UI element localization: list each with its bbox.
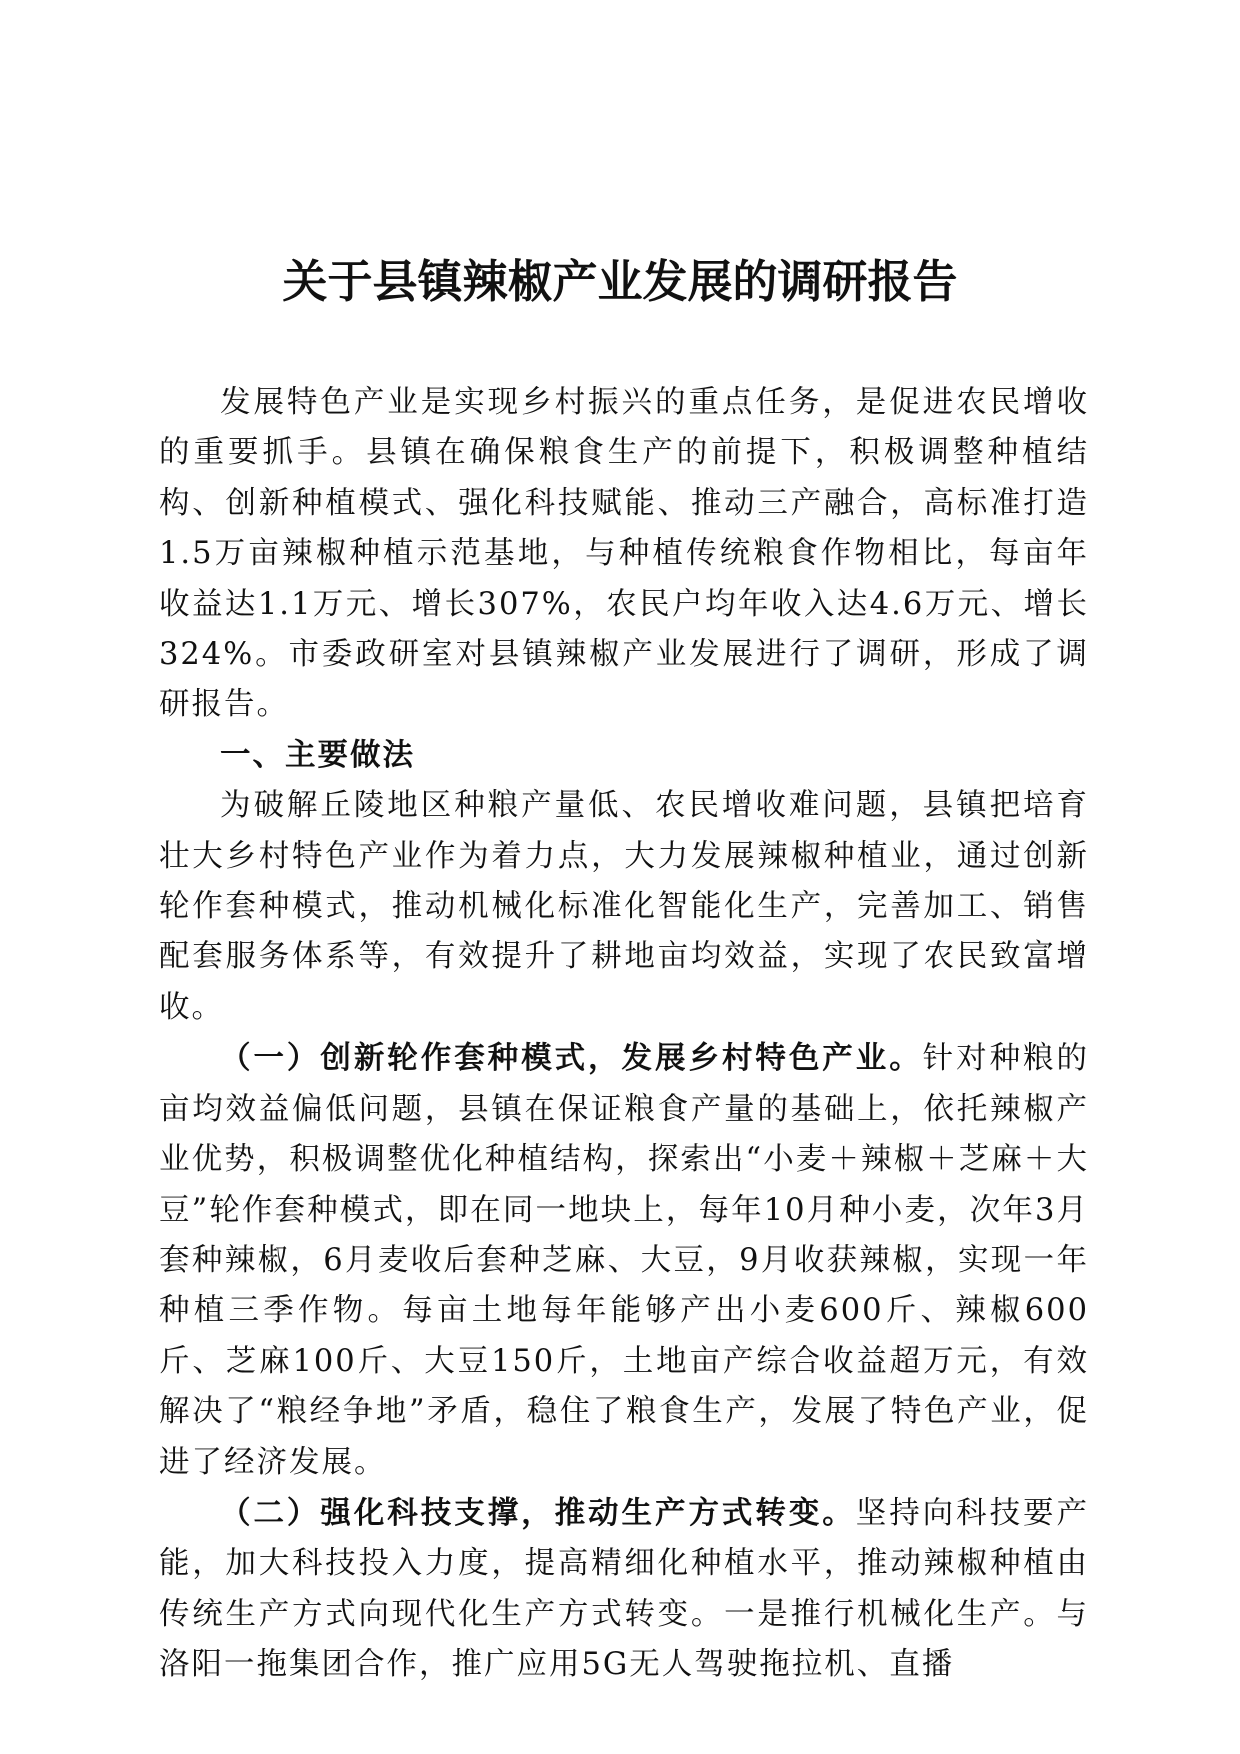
section1-intro-paragraph: 为破解丘陵地区种粮产量低、农民增收难问题，县镇把培育壮大乡村特色产业作为着力点，大力发展辣椒种植业，通过创新轮作套种模式，推动机械化标准化智能化生产，完善加工、销售配套服务体系等，有效提升了耕地亩均效益，实现了农民致富增收。: [159, 788, 1089, 1025]
subsection2-text: 坚持向科技要产能，加大科技投入力度，提高精细化种植水平，推动辣椒种植由传统生产方式向现代化生产方式转变。一是推行机械化生产。与洛阳一拖集团合作，推广应用5G无人驾驶拖拉机、直播: [159, 1495, 1090, 1683]
subsection1-text: 针对种粮的亩均效益偏低问题，县镇在保证粮食产量的基础上，依托辣椒产业优势，积极调整优化种植结构，探索出“小麦＋辣椒＋芝麻＋大豆”轮作套种模式，即在同一地块上，每年10月种小麦，次年3月套种辣椒，6月麦收后套种芝麻、大豆，9月收获辣椒，实现一年种植三季作物。每亩土地每年能够产出小麦600斤、辣椒600斤、芝麻100斤、大豆150斤，土地亩产综合收益超万元，有效解决了“粮经争地”矛盾，稳住了粮食生产，发展了特色产业，促进了经济发展。: [159, 1041, 1090, 1480]
subsection1-lead: （一）创新轮作套种模式，发展乡村特色产业。: [220, 1040, 923, 1077]
subsection2-paragraph: [159, 1488, 1089, 1691]
section-heading-main-practices: 一、主要做法: [220, 737, 415, 773]
intro-paragraph: 发展特色产业是实现乡村振兴的重点任务，是促进农民增收的重要抓手。县镇在确保粮食生产的前提下，积极调整种植结构、创新种植模式、强化科技赋能、推动三产融合，高标准打造1.5万亩辣椒种植示范基地，与种植传统粮食作物相比，每亩年收益达1.1万元、增长307%，农民户均年收入达4.6万元、增长324%。市委政研室对县镇辣椒产业发展进行了调研，形成了调研报告。: [159, 385, 1089, 723]
document-title: 关于县镇辣椒产业发展的调研报告: [282, 255, 958, 308]
subsection2-lead: （二）强化科技支撑，推动生产方式转变。: [220, 1494, 856, 1531]
subsection1-paragraph: [159, 1033, 1089, 1488]
document-body: [159, 378, 1089, 1691]
